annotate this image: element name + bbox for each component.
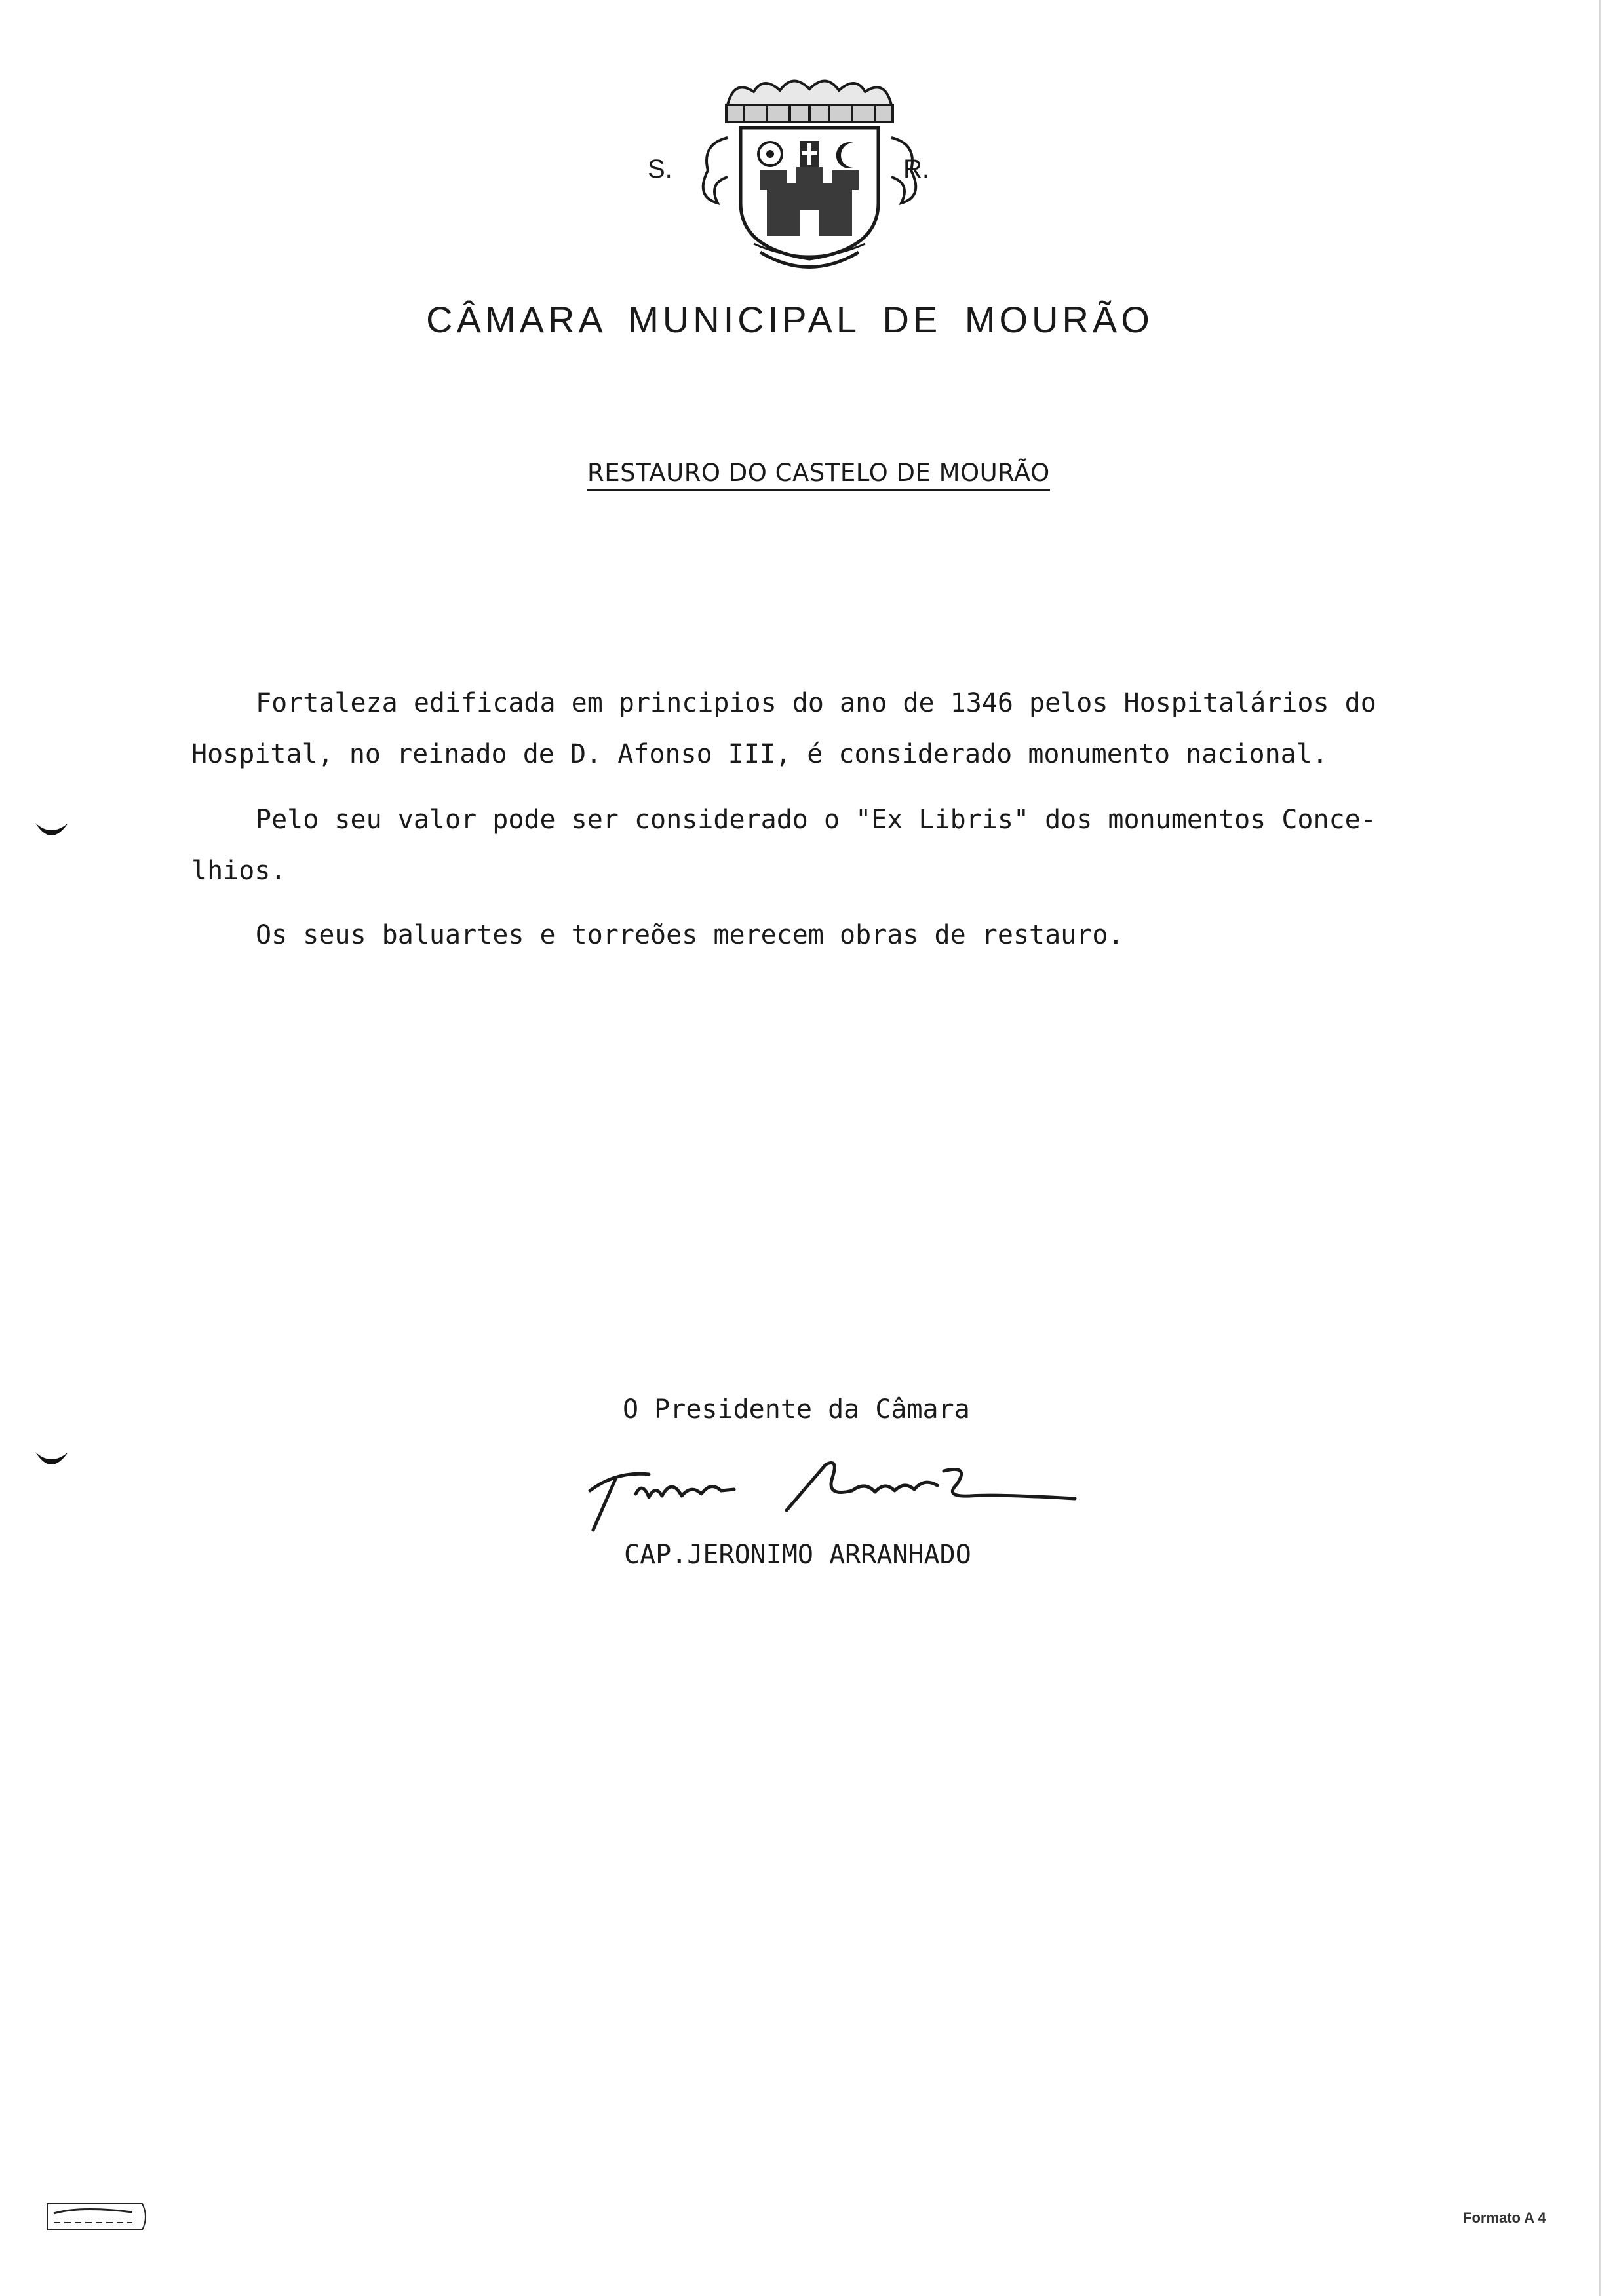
paragraph-1-line-2: Hospital, no reinado de D. Afonso III, é considerado monumento nacional. (191, 739, 1328, 769)
scan-edge-line (1599, 0, 1601, 2296)
left-seal-letter: S. (648, 155, 672, 183)
punch-hole-mark-icon (33, 819, 69, 845)
printer-stamp-logo (41, 2200, 152, 2233)
paragraph-2-line-2: lhios. (191, 856, 286, 886)
coat-of-arms-icon (682, 72, 937, 282)
letterhead-title: CÂMARA MUNICIPAL DE MOURÃO (426, 299, 1154, 340)
document-subject: RESTAURO DO CASTELO DE MOURÃO (587, 459, 1050, 491)
paragraph-1-line-1: Fortaleza edificada em principios do ano de 1346 pelos Hospitalários do (256, 688, 1376, 718)
right-seal-letter: R. (903, 155, 929, 183)
punch-hole-mark-icon (33, 1448, 69, 1474)
paragraph-2-line-1: Pelo seu valor pode ser considerado o "Ex Libris" dos monumentos Conce- (256, 805, 1376, 835)
signature-heading: O Presidente da Câmara (623, 1394, 970, 1425)
signature-icon (577, 1445, 1081, 1537)
paper-format-label: Formato A 4 (1463, 2210, 1546, 2226)
paragraph-3: Os seus baluartes e torreões merecem obras de restauro. (256, 920, 1124, 950)
signatory-name: CAP.JERONIMO ARRANHADO (624, 1540, 971, 1570)
